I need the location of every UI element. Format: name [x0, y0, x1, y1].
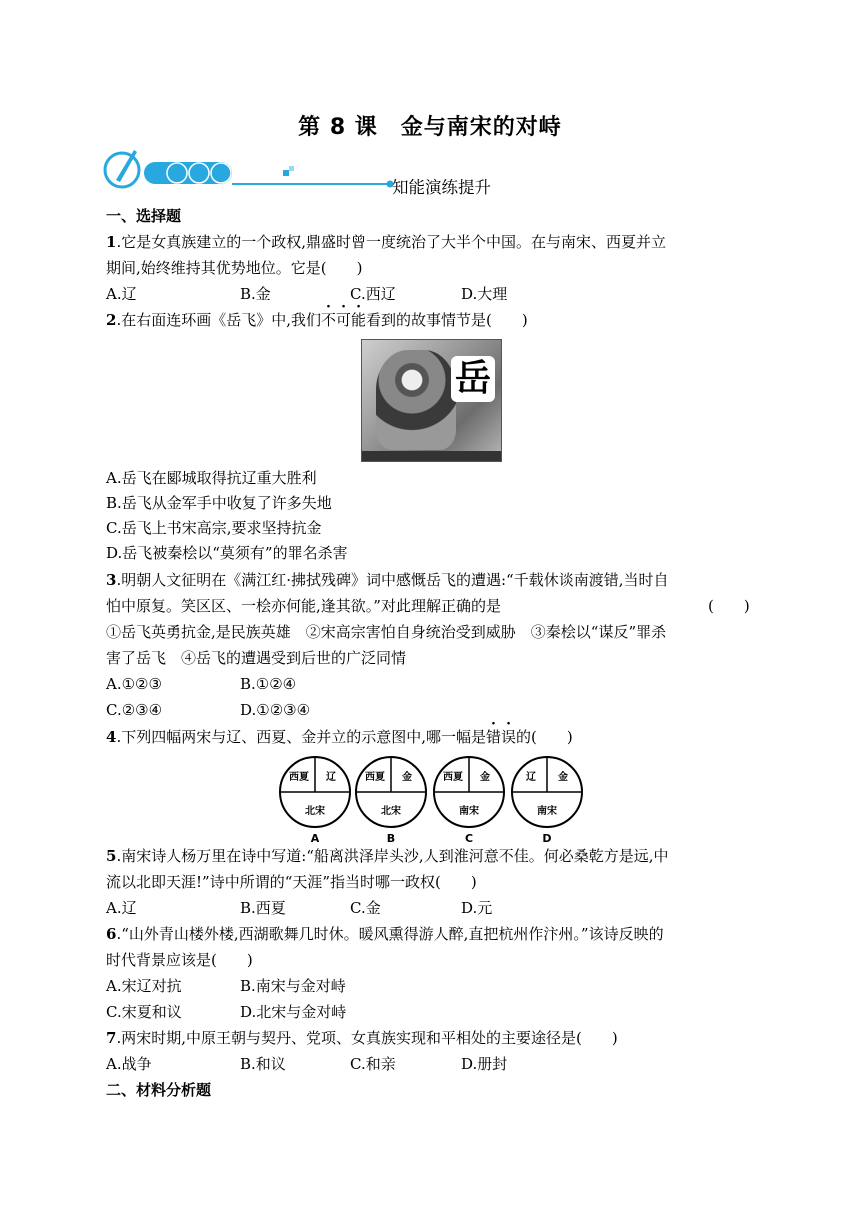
q2-option-a[interactable]: A.岳飞在郾城取得抗辽重大胜利 — [106, 469, 317, 487]
emphasis-char: 能 — [351, 311, 367, 329]
q1-option-a[interactable]: A.辽 — [106, 285, 137, 303]
q7-line1: 7.两宋时期,中原王朝与契丹、党项、女真族实现和平相处的主要途径是( ) — [106, 1029, 618, 1047]
q7-option-c[interactable]: C.和亲 — [350, 1055, 396, 1073]
diagram-c-label: C — [464, 832, 474, 845]
diagram-a-tr: 辽 — [326, 772, 336, 783]
q2-option-b[interactable]: B.岳飞从金军手中收复了许多失地 — [106, 494, 332, 512]
q1-option-d[interactable]: D.大理 — [461, 285, 508, 303]
q1-line1: 1.它是女真族建立的一个政权,鼎盛时曾一度统治了大半个中国。在与南宋、西夏并立 — [106, 233, 666, 251]
q1-option-b[interactable]: B.金 — [240, 285, 271, 303]
emphasis-char: 误 — [501, 728, 517, 746]
q5-line1: 5.南宋诗人杨万里在诗中写道:“船离洪泽岸头沙,人到淮河意不佳。何必桑乾方是远,中 — [106, 847, 669, 865]
q6-line1: 6.“山外青山楼外楼,西湖歌舞几时休。暖风熏得游人醉,直把杭州作汴州。”该诗反映的 — [106, 925, 664, 943]
q3-line1: 3.明朝人文征明在《满江红·拂拭残碑》词中感慨岳飞的遭遇:“千载休谈南渡错,当时自 — [106, 571, 669, 589]
diagram-b-label: B — [386, 832, 396, 845]
diagram-d-tl: 辽 — [526, 772, 536, 783]
image-title-char: 岳 — [451, 356, 495, 402]
q7-option-a[interactable]: A.战争 — [106, 1055, 152, 1073]
q6-option-c[interactable]: C.宋夏和议 — [106, 1003, 182, 1021]
section-title-choice: 一、选择题 — [106, 207, 182, 225]
q5-option-d[interactable]: D.元 — [461, 899, 493, 917]
diagram-b — [356, 757, 426, 845]
diagram-b-tr: 金 — [402, 772, 412, 783]
q6-option-b[interactable]: B.南宋与金对峙 — [240, 977, 346, 995]
emphasis-char: 不 — [320, 311, 336, 329]
general-figure — [376, 350, 456, 450]
q5-option-c[interactable]: C.金 — [350, 899, 381, 917]
q2-option-d[interactable]: D.岳飞被秦桧以“莫须有”的罪名杀害 — [106, 544, 348, 562]
emphasis-char: 错 — [485, 728, 501, 746]
banner-label: 知能演练提升 — [392, 178, 491, 197]
diagram-d-label: D — [542, 832, 552, 845]
yue-fei-comic-image — [361, 339, 502, 462]
diagram-c-tl: 西夏 — [443, 772, 463, 783]
q2-stem: 2.在右面连环画《岳飞》中,我们不可能看到的故事情节是( ) — [106, 311, 528, 329]
diagram-b-bottom: 北宋 — [381, 806, 401, 817]
diagram-d-bottom: 南宋 — [537, 806, 557, 817]
q1-option-c[interactable]: C.西辽 — [350, 285, 396, 303]
q2-option-c[interactable]: C.岳飞上书宋高宗,要求坚持抗金 — [106, 519, 322, 537]
diagram-a-bottom: 北宋 — [305, 806, 325, 817]
q6-option-a[interactable]: A.宋辽对抗 — [106, 977, 182, 995]
diagram-c-tr: 金 — [480, 772, 490, 783]
q3-option-d[interactable]: D.①②③④ — [240, 701, 311, 719]
q7-option-d[interactable]: D.册封 — [461, 1055, 508, 1073]
page-title: 第 8 课 金与南宋的对峙 — [298, 115, 562, 140]
q3-line3: ①岳飞英勇抗金,是民族英雄 ②宋高宗害怕自身统治受到威胁 ③秦桧以“谋反”罪杀 — [106, 623, 667, 641]
q7-option-b[interactable]: B.和议 — [240, 1055, 286, 1073]
diagram-a-tl: 西夏 — [289, 772, 309, 783]
q3-option-c[interactable]: C.②③④ — [106, 701, 163, 719]
regime-diagrams — [277, 754, 587, 846]
q4-stem: 4.下列四幅两宋与辽、西夏、金并立的示意图中,哪一幅是错误的( ) — [106, 728, 573, 746]
diagram-a — [280, 757, 350, 845]
q5-line2: 流以北即天涯!”诗中所谓的“天涯”指当时哪一政权( ) — [106, 873, 477, 891]
q1-line2: 期间,始终维持其优势地位。它是( ) — [106, 259, 363, 277]
emphasis-char: 可 — [336, 311, 352, 329]
diagram-b-tl: 西夏 — [365, 772, 385, 783]
section-title-material: 二、材料分析题 — [106, 1081, 212, 1099]
q3-option-a[interactable]: A.①②③ — [106, 675, 162, 693]
q6-line2: 时代背景应该是( ) — [106, 951, 253, 969]
q3-line4: 害了岳飞 ④岳飞的遭遇受到后世的广泛同情 — [106, 649, 407, 667]
diagram-d-tr: 金 — [558, 772, 568, 783]
q6-option-d[interactable]: D.北宋与金对峙 — [240, 1003, 347, 1021]
q3-option-b[interactable]: B.①②④ — [240, 675, 297, 693]
q5-option-a[interactable]: A.辽 — [106, 899, 137, 917]
diagram-c-bottom: 南宋 — [459, 806, 479, 817]
q5-option-b[interactable]: B.西夏 — [240, 899, 286, 917]
q3-line2: 怕中原复。笑区区、一桧亦何能,逢其欲。”对此理解正确的是 ( ) — [106, 597, 750, 615]
diagram-c — [434, 757, 504, 845]
diagram-d — [512, 757, 582, 845]
diagram-a-label: A — [310, 832, 320, 845]
